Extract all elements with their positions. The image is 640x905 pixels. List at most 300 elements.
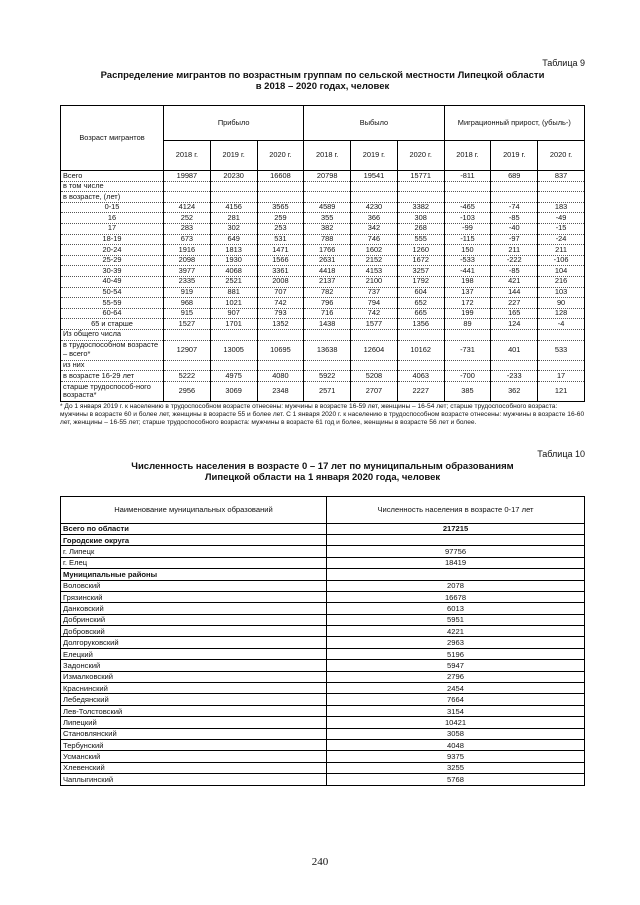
table-cell: -40 bbox=[491, 223, 538, 234]
departed-header: Выбыло bbox=[304, 106, 444, 141]
population-value: 18419 bbox=[327, 557, 585, 568]
table-row bbox=[61, 762, 585, 773]
table-cell: 199 bbox=[444, 308, 491, 319]
population-table-body bbox=[61, 523, 585, 785]
table-cell: 211 bbox=[491, 245, 538, 256]
table-cell: 1021 bbox=[210, 298, 257, 309]
row-label: в возрасте, (лет) bbox=[61, 192, 164, 203]
population-table bbox=[60, 496, 585, 786]
table-cell: 382 bbox=[304, 223, 351, 234]
table-cell: 742 bbox=[257, 298, 304, 309]
table-cell: 1792 bbox=[397, 276, 444, 287]
table-row bbox=[61, 728, 585, 739]
table-cell: 137 bbox=[444, 287, 491, 298]
table-cell: 283 bbox=[164, 223, 211, 234]
table9-title bbox=[60, 70, 585, 92]
table-cell: 15771 bbox=[397, 171, 444, 182]
population-value: 6013 bbox=[327, 603, 585, 614]
table-cell: 281 bbox=[210, 213, 257, 224]
table-cell: 1566 bbox=[257, 255, 304, 266]
table-cell: 1352 bbox=[257, 319, 304, 330]
table-row bbox=[61, 614, 585, 625]
table-cell: 144 bbox=[491, 287, 538, 298]
table-cell: 1701 bbox=[210, 319, 257, 330]
table-cell bbox=[164, 329, 211, 340]
table-cell: 20230 bbox=[210, 171, 257, 182]
municipality-name: Всего по области bbox=[61, 523, 327, 534]
table-cell: 796 bbox=[304, 298, 351, 309]
table-cell: 742 bbox=[351, 308, 398, 319]
table-cell: 211 bbox=[538, 245, 585, 256]
table-cell: -97 bbox=[491, 234, 538, 245]
table-cell: 10695 bbox=[257, 340, 304, 360]
table-cell: 253 bbox=[257, 223, 304, 234]
table-cell: -106 bbox=[538, 255, 585, 266]
table-cell: 252 bbox=[164, 213, 211, 224]
table-cell: 121 bbox=[538, 381, 585, 401]
municipality-name: Липецкий bbox=[61, 717, 327, 728]
table-cell bbox=[351, 181, 398, 192]
table-row bbox=[61, 245, 585, 256]
municipality-name: Лебедянский bbox=[61, 694, 327, 705]
table-cell: 837 bbox=[538, 171, 585, 182]
table-cell: 308 bbox=[397, 213, 444, 224]
municipality-column-header: Наименование муниципальных образований bbox=[61, 496, 327, 523]
table-cell: 10162 bbox=[397, 340, 444, 360]
table-cell: 150 bbox=[444, 245, 491, 256]
population-value: 2796 bbox=[327, 671, 585, 682]
row-label: 25-29 bbox=[61, 255, 164, 266]
population-value: 7664 bbox=[327, 694, 585, 705]
table-row bbox=[61, 319, 585, 330]
table-cell bbox=[164, 192, 211, 203]
table-cell: -49 bbox=[538, 213, 585, 224]
table-cell: 19987 bbox=[164, 171, 211, 182]
table-cell: 4418 bbox=[304, 266, 351, 277]
row-label: в трудоспособном возрасте – всего* bbox=[61, 340, 164, 360]
table-row bbox=[61, 626, 585, 637]
table-cell: 3565 bbox=[257, 202, 304, 213]
municipality-name: Добринский bbox=[61, 614, 327, 625]
table-cell: 1672 bbox=[397, 255, 444, 266]
table-row bbox=[61, 298, 585, 309]
table-row bbox=[61, 694, 585, 705]
table-cell: 12604 bbox=[351, 340, 398, 360]
table-cell: 1813 bbox=[210, 245, 257, 256]
year-header-cell: 2019 г. bbox=[351, 141, 398, 171]
table-cell: -4 bbox=[538, 319, 585, 330]
table-cell: 355 bbox=[304, 213, 351, 224]
table-cell: 3977 bbox=[164, 266, 211, 277]
row-label: из них bbox=[61, 360, 164, 371]
table-row bbox=[61, 546, 585, 557]
table-cell: 3069 bbox=[210, 381, 257, 401]
municipality-name: Городские округа bbox=[61, 534, 327, 545]
row-label: 55-59 bbox=[61, 298, 164, 309]
table-cell: 104 bbox=[538, 266, 585, 277]
table-cell: 788 bbox=[304, 234, 351, 245]
table9-title-line1: Распределение мигрантов по возрастным группам по сельской местности Липецкой области bbox=[100, 70, 545, 81]
table-cell: 794 bbox=[351, 298, 398, 309]
table-cell: 2335 bbox=[164, 276, 211, 287]
table-cell: 746 bbox=[351, 234, 398, 245]
table-row bbox=[61, 223, 585, 234]
table-cell: 716 bbox=[304, 308, 351, 319]
table-cell bbox=[351, 192, 398, 203]
municipality-name: Лев-Толстовский bbox=[61, 705, 327, 716]
population-value: 5768 bbox=[327, 774, 585, 785]
table-row bbox=[61, 671, 585, 682]
table-cell: 172 bbox=[444, 298, 491, 309]
table-cell: 673 bbox=[164, 234, 211, 245]
table-cell: 421 bbox=[491, 276, 538, 287]
table-cell: 2707 bbox=[351, 381, 398, 401]
year-header-cell: 2018 г. bbox=[304, 141, 351, 171]
table-cell: 4124 bbox=[164, 202, 211, 213]
population-value: 3058 bbox=[327, 728, 585, 739]
table-cell bbox=[210, 181, 257, 192]
table-row bbox=[61, 371, 585, 382]
population-value: 2078 bbox=[327, 580, 585, 591]
population-value: 2454 bbox=[327, 683, 585, 694]
population-value: 4221 bbox=[327, 626, 585, 637]
row-label: Всего bbox=[61, 171, 164, 182]
migrants-table bbox=[60, 105, 585, 402]
table-row bbox=[61, 591, 585, 602]
municipality-name: Долгоруковский bbox=[61, 637, 327, 648]
row-label: 16 bbox=[61, 213, 164, 224]
table-cell: 19541 bbox=[351, 171, 398, 182]
table-cell: 3382 bbox=[397, 202, 444, 213]
table-cell bbox=[210, 329, 257, 340]
year-header-cell: 2020 г. bbox=[257, 141, 304, 171]
table-cell: 1916 bbox=[164, 245, 211, 256]
table-cell: 3257 bbox=[397, 266, 444, 277]
row-label: 40-49 bbox=[61, 276, 164, 287]
table-cell: 16608 bbox=[257, 171, 304, 182]
municipality-name: Елецкий bbox=[61, 648, 327, 659]
municipality-name: Тербунский bbox=[61, 740, 327, 751]
table-cell: 2152 bbox=[351, 255, 398, 266]
table-cell bbox=[538, 192, 585, 203]
table-cell: 707 bbox=[257, 287, 304, 298]
table-row bbox=[61, 287, 585, 298]
page-number: 240 bbox=[311, 856, 329, 868]
table-row bbox=[61, 523, 585, 534]
table-cell: 2348 bbox=[257, 381, 304, 401]
table-cell: 5208 bbox=[351, 371, 398, 382]
table-row bbox=[61, 360, 585, 371]
table-cell: 1438 bbox=[304, 319, 351, 330]
table-cell: 2571 bbox=[304, 381, 351, 401]
population-value bbox=[327, 569, 585, 580]
table-cell: -103 bbox=[444, 213, 491, 224]
municipality-name: Хлевенский bbox=[61, 762, 327, 773]
table-row bbox=[61, 329, 585, 340]
table-row bbox=[61, 276, 585, 287]
table-cell: 17 bbox=[538, 371, 585, 382]
table-row bbox=[61, 637, 585, 648]
table-cell bbox=[397, 329, 444, 340]
table-cell: -441 bbox=[444, 266, 491, 277]
population-value: 97756 bbox=[327, 546, 585, 557]
table-cell: -233 bbox=[491, 371, 538, 382]
table-row bbox=[61, 705, 585, 716]
table-cell: 366 bbox=[351, 213, 398, 224]
row-label: 18-19 bbox=[61, 234, 164, 245]
table-cell: 4589 bbox=[304, 202, 351, 213]
year-header-cell: 2018 г. bbox=[444, 141, 491, 171]
municipality-name: Краснинский bbox=[61, 683, 327, 694]
table-cell: 4230 bbox=[351, 202, 398, 213]
table-cell: 13005 bbox=[210, 340, 257, 360]
table-row bbox=[61, 181, 585, 192]
population-value: 5196 bbox=[327, 648, 585, 659]
population-value: 3154 bbox=[327, 705, 585, 716]
table-cell bbox=[351, 360, 398, 371]
table-cell bbox=[164, 181, 211, 192]
table-cell: 5222 bbox=[164, 371, 211, 382]
table-cell bbox=[444, 360, 491, 371]
table-cell: 4080 bbox=[257, 371, 304, 382]
row-label: 60-64 bbox=[61, 308, 164, 319]
table-cell: 124 bbox=[491, 319, 538, 330]
table-cell: -700 bbox=[444, 371, 491, 382]
table-cell: -74 bbox=[491, 202, 538, 213]
table-row bbox=[61, 683, 585, 694]
table-cell bbox=[397, 192, 444, 203]
table-cell bbox=[491, 329, 538, 340]
table-cell: 4068 bbox=[210, 266, 257, 277]
table-cell: 227 bbox=[491, 298, 538, 309]
row-label: 50-54 bbox=[61, 287, 164, 298]
table-cell: 4156 bbox=[210, 202, 257, 213]
table-row bbox=[61, 340, 585, 360]
table9-label: Таблица 9 bbox=[542, 58, 585, 68]
population-value: 5951 bbox=[327, 614, 585, 625]
population-value: 2963 bbox=[327, 637, 585, 648]
table-row bbox=[61, 171, 585, 182]
municipality-name: Чаплыгинский bbox=[61, 774, 327, 785]
table-cell: 2008 bbox=[257, 276, 304, 287]
table-cell: 2631 bbox=[304, 255, 351, 266]
table-cell: 342 bbox=[351, 223, 398, 234]
table-cell: 652 bbox=[397, 298, 444, 309]
table-cell: 531 bbox=[257, 234, 304, 245]
table-cell: 555 bbox=[397, 234, 444, 245]
row-label: старше трудоспособ-ного возраста* bbox=[61, 381, 164, 401]
table-cell bbox=[538, 181, 585, 192]
table-cell: 793 bbox=[257, 308, 304, 319]
table-cell: 968 bbox=[164, 298, 211, 309]
table-cell: 919 bbox=[164, 287, 211, 298]
table-cell bbox=[257, 360, 304, 371]
table-cell: 1471 bbox=[257, 245, 304, 256]
table-cell bbox=[397, 181, 444, 192]
year-header-cell: 2018 г. bbox=[164, 141, 211, 171]
table-cell bbox=[444, 192, 491, 203]
table9-title-line2: в 2018 – 2020 годах, человек bbox=[255, 81, 390, 92]
table-cell bbox=[304, 192, 351, 203]
row-label: в том числе bbox=[61, 181, 164, 192]
table-cell bbox=[210, 192, 257, 203]
table-row bbox=[61, 266, 585, 277]
table-cell bbox=[304, 360, 351, 371]
table-cell: 1766 bbox=[304, 245, 351, 256]
table-cell bbox=[257, 192, 304, 203]
table-cell: 1260 bbox=[397, 245, 444, 256]
table-cell bbox=[257, 181, 304, 192]
table-cell: 268 bbox=[397, 223, 444, 234]
table-cell bbox=[304, 181, 351, 192]
row-label: Из общего числа bbox=[61, 329, 164, 340]
table-row bbox=[61, 381, 585, 401]
table-row bbox=[61, 234, 585, 245]
table-cell bbox=[351, 329, 398, 340]
table-cell bbox=[164, 360, 211, 371]
document-page bbox=[60, 58, 585, 786]
year-header-cell: 2019 г. bbox=[491, 141, 538, 171]
table-cell: 1930 bbox=[210, 255, 257, 266]
table-cell: 1527 bbox=[164, 319, 211, 330]
municipality-name: Становлянский bbox=[61, 728, 327, 739]
growth-header: Миграционный прирост, (убыль-) bbox=[444, 106, 584, 141]
table-cell: 385 bbox=[444, 381, 491, 401]
municipality-name: Усманский bbox=[61, 751, 327, 762]
table-cell bbox=[444, 181, 491, 192]
table-cell: 1356 bbox=[397, 319, 444, 330]
municipality-name: Добровский bbox=[61, 626, 327, 637]
municipality-name: Измалковский bbox=[61, 671, 327, 682]
table-cell: 737 bbox=[351, 287, 398, 298]
table10-title-line2: Липецкой области на 1 января 2020 года, человек bbox=[204, 471, 441, 483]
municipality-name: Грязинский bbox=[61, 591, 327, 602]
row-label: 20-24 bbox=[61, 245, 164, 256]
table-cell bbox=[210, 360, 257, 371]
year-header-cell: 2020 г. bbox=[397, 141, 444, 171]
table-cell: 12907 bbox=[164, 340, 211, 360]
row-label: 65 и старше bbox=[61, 319, 164, 330]
table-cell: 2956 bbox=[164, 381, 211, 401]
table-row bbox=[61, 557, 585, 568]
table-cell: 4975 bbox=[210, 371, 257, 382]
age-column-header: Возраст мигрантов bbox=[61, 106, 164, 171]
table-row bbox=[61, 603, 585, 614]
municipality-name: Воловский bbox=[61, 580, 327, 591]
population-value: 4048 bbox=[327, 740, 585, 751]
table-cell bbox=[491, 360, 538, 371]
municipality-name: г. Елец bbox=[61, 557, 327, 568]
table-cell: 2098 bbox=[164, 255, 211, 266]
table-row bbox=[61, 255, 585, 266]
year-header-cell: 2020 г. bbox=[538, 141, 585, 171]
municipality-name: Муниципальные районы bbox=[61, 569, 327, 580]
table-cell: 2100 bbox=[351, 276, 398, 287]
table-cell: -533 bbox=[444, 255, 491, 266]
population-value bbox=[327, 534, 585, 545]
table-cell: 401 bbox=[491, 340, 538, 360]
population-value: 10421 bbox=[327, 717, 585, 728]
population-column-header: Численность населения в возрасте 0-17 лет bbox=[327, 496, 585, 523]
population-value: 5947 bbox=[327, 660, 585, 671]
row-label: 30-39 bbox=[61, 266, 164, 277]
table-cell: 1577 bbox=[351, 319, 398, 330]
table-cell: 216 bbox=[538, 276, 585, 287]
table-cell: 302 bbox=[210, 223, 257, 234]
table-cell: -15 bbox=[538, 223, 585, 234]
table-cell: -731 bbox=[444, 340, 491, 360]
table-cell: 782 bbox=[304, 287, 351, 298]
table-cell: 183 bbox=[538, 202, 585, 213]
table-cell bbox=[538, 360, 585, 371]
table-cell: 2227 bbox=[397, 381, 444, 401]
table-cell: 689 bbox=[491, 171, 538, 182]
population-value: 16678 bbox=[327, 591, 585, 602]
table-cell: 198 bbox=[444, 276, 491, 287]
row-label: 17 bbox=[61, 223, 164, 234]
migrants-table-body bbox=[61, 171, 585, 402]
table-cell: 1602 bbox=[351, 245, 398, 256]
table-cell: -115 bbox=[444, 234, 491, 245]
table-cell: 915 bbox=[164, 308, 211, 319]
table-cell: -24 bbox=[538, 234, 585, 245]
row-label: 0-15 bbox=[61, 202, 164, 213]
table-cell: -85 bbox=[491, 266, 538, 277]
table-cell bbox=[304, 329, 351, 340]
municipality-name: г. Липецк bbox=[61, 546, 327, 557]
table-cell: -85 bbox=[491, 213, 538, 224]
table-row bbox=[61, 569, 585, 580]
table-row bbox=[61, 774, 585, 785]
table-cell: -811 bbox=[444, 171, 491, 182]
municipality-name: Задонский bbox=[61, 660, 327, 671]
table-cell: 5922 bbox=[304, 371, 351, 382]
table-cell: 665 bbox=[397, 308, 444, 319]
population-value: 217215 bbox=[327, 523, 585, 534]
table-cell: 649 bbox=[210, 234, 257, 245]
table-row bbox=[61, 660, 585, 671]
table-cell: 2521 bbox=[210, 276, 257, 287]
arrived-header: Прибыло bbox=[164, 106, 304, 141]
table-cell: 165 bbox=[491, 308, 538, 319]
table10-title-line1: Численность населения в возрасте 0 – 17 лет по муниципальным образованиям bbox=[131, 460, 514, 472]
table-row bbox=[61, 308, 585, 319]
table-cell: -222 bbox=[491, 255, 538, 266]
table-cell bbox=[444, 329, 491, 340]
row-label: в возрасте 16-29 лет bbox=[61, 371, 164, 382]
table-cell: 362 bbox=[491, 381, 538, 401]
table-row bbox=[61, 202, 585, 213]
table-row bbox=[61, 192, 585, 203]
table-row bbox=[61, 751, 585, 762]
table-cell: -99 bbox=[444, 223, 491, 234]
table-cell: 259 bbox=[257, 213, 304, 224]
population-value: 3255 bbox=[327, 762, 585, 773]
table-row bbox=[61, 648, 585, 659]
table-row bbox=[61, 717, 585, 728]
table-cell bbox=[491, 181, 538, 192]
population-value: 9375 bbox=[327, 751, 585, 762]
table-row bbox=[61, 580, 585, 591]
table9-footnote: * До 1 января 2019 г. к населению в трудоспособном возрасте отнесены: мужчины в возрасте 16-59 лет, женщины – 16-54 лет; старше трудоспособного возраста: мужчины в возрасте 60 и более лет, женщины в возрасте 55 и более лет. С 1 января 2020 г. к населению в трудоспособном возрасте отнесены: мужчины в возрасте 16-60 лет, женщины – 16-55 лет; старше трудоспособного возраста: мужчины в возрасте 61 год и более, женщины в возрасте 56 лет и более. bbox=[60, 402, 585, 427]
table-cell: 907 bbox=[210, 308, 257, 319]
table-row bbox=[61, 740, 585, 751]
table-cell: 2137 bbox=[304, 276, 351, 287]
table-row bbox=[61, 213, 585, 224]
table-cell: 20798 bbox=[304, 171, 351, 182]
table-cell bbox=[257, 329, 304, 340]
table-cell: 103 bbox=[538, 287, 585, 298]
